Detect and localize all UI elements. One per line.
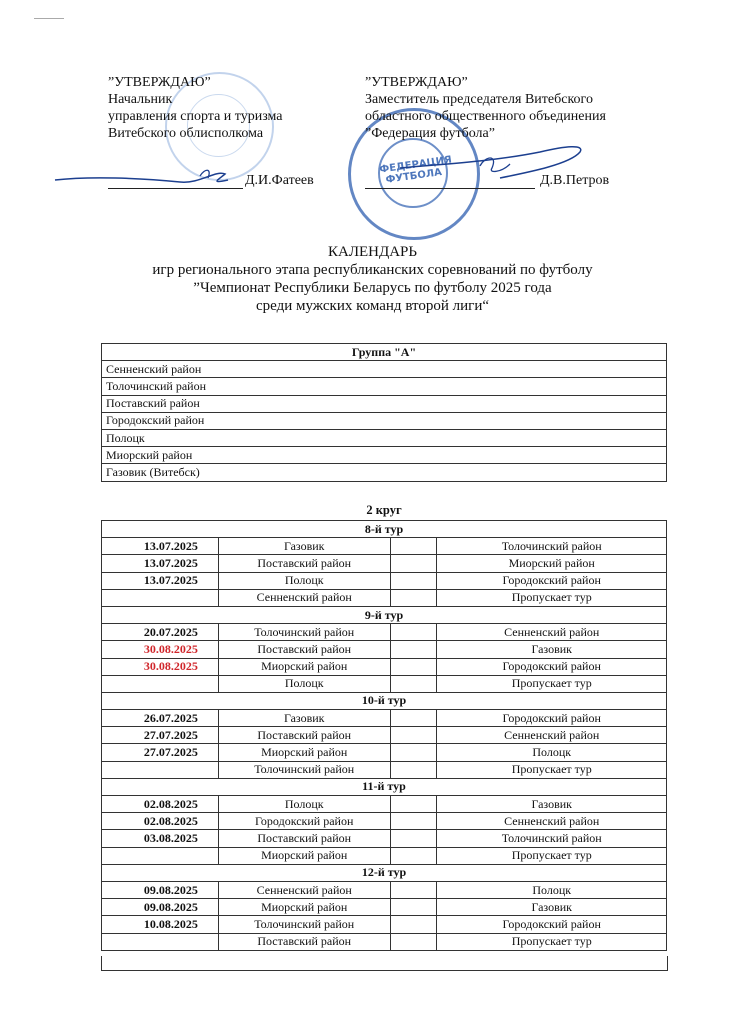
match-score [390,658,437,675]
match-score [390,796,437,813]
match-away-team: Газовик [437,641,667,658]
match-row [102,847,667,864]
tour-header-row [102,864,667,881]
match-away-team: Сенненский район [437,813,667,830]
match-score [390,761,437,778]
match-score [390,727,437,744]
group-team-row [102,429,667,446]
document-subtitle-1: игр регионального этапа республиканских соревнований по футболу [152,262,593,278]
match-date: 03.08.2025 [102,830,219,847]
match-home-team: Поставский район [218,830,390,847]
group-team-row [102,447,667,464]
match-score [390,830,437,847]
match-away-team: Городокский район [437,572,667,589]
match-away-team: Пропускает тур [437,589,667,606]
match-row [102,813,667,830]
match-home-team: Миорский район [218,744,390,761]
match-row [102,589,667,606]
match-row [102,624,667,641]
match-home-team: Полоцк [218,675,390,692]
match-row [102,710,667,727]
match-away-team: Пропускает тур [437,761,667,778]
match-home-team: Толочинский район [218,761,390,778]
tour-header: 10-й тур [102,692,667,709]
match-date: 02.08.2025 [102,813,219,830]
tour-header: 12-й тур [102,864,667,881]
match-away-team: Пропускает тур [437,847,667,864]
tour-header: 11-й тур [102,778,667,795]
right-signature [380,138,620,198]
match-score [390,538,437,555]
approval-right-line2: областного общественного объединения [365,109,606,124]
match-score [390,813,437,830]
match-date [102,933,219,950]
match-date: 27.07.2025 [102,727,219,744]
match-home-team: Миорский район [218,658,390,675]
match-row [102,744,667,761]
match-home-team: Городокский район [218,813,390,830]
tour-header-row [102,521,667,538]
document-title: КАЛЕНДАРЬ [327,244,418,260]
match-away-team: Толочинский район [437,830,667,847]
match-score [390,641,437,658]
match-home-team: Сенненский район [218,589,390,606]
match-row [102,538,667,555]
match-score [390,899,437,916]
match-date [102,675,219,692]
match-score [390,572,437,589]
match-home-team: Поставский район [218,727,390,744]
match-row [102,727,667,744]
group-team: Поставский район [102,395,667,412]
group-team: Толочинский район [102,378,667,395]
left-signer-name: Д.И.Фатеев [245,173,314,188]
match-home-team: Полоцк [218,796,390,813]
group-team-row [102,395,667,412]
tour-header: 9-й тур [102,606,667,623]
match-score [390,847,437,864]
match-date: 20.07.2025 [102,624,219,641]
match-score [390,555,437,572]
match-date: 30.08.2025 [102,658,219,675]
match-away-team: Пропускает тур [437,933,667,950]
group-table [101,343,667,482]
match-date: 13.07.2025 [102,572,219,589]
round-label: 2 круг [366,503,402,517]
table-bottom-frame [101,956,668,971]
match-row [102,830,667,847]
match-home-team: Толочинский район [218,624,390,641]
approval-right-heading: ”УТВЕРЖДАЮ” [365,75,468,90]
match-row [102,933,667,950]
document-subtitle-2: ”Чемпионат Республики Беларусь по футболу 2025 года [193,280,552,296]
group-header: Группа "А" [102,344,667,361]
match-away-team: Городокский район [437,710,667,727]
match-away-team: Газовик [437,796,667,813]
group-team-row [102,361,667,378]
match-away-team: Толочинский район [437,538,667,555]
match-date: 09.08.2025 [102,881,219,898]
match-away-team: Полоцк [437,881,667,898]
group-team-row [102,412,667,429]
match-home-team: Газовик [218,710,390,727]
match-score [390,916,437,933]
match-home-team: Поставский район [218,641,390,658]
group-team: Городокский район [102,412,667,429]
match-home-team: Миорский район [218,899,390,916]
match-date: 10.08.2025 [102,916,219,933]
match-row [102,658,667,675]
match-score [390,589,437,606]
match-date: 30.08.2025 [102,641,219,658]
match-away-team: Городокский район [437,916,667,933]
group-team-row [102,378,667,395]
match-date: 13.07.2025 [102,555,219,572]
approval-left-line2: управления спорта и туризма [108,109,283,124]
approval-left-line3: Витебского облисполкома [108,126,264,141]
match-away-team: Полоцк [437,744,667,761]
match-row [102,899,667,916]
match-score [390,710,437,727]
approval-right [365,74,606,142]
approval-left-heading: ”УТВЕРЖДАЮ” [108,75,211,90]
match-date: 26.07.2025 [102,710,219,727]
tour-header-row [102,692,667,709]
match-away-team: Газовик [437,899,667,916]
group-team: Миорский район [102,447,667,464]
group-team: Полоцк [102,429,667,446]
match-date: 27.07.2025 [102,744,219,761]
approval-left-line1: Начальник [108,92,173,107]
match-home-team: Газовик [218,538,390,555]
match-home-team: Миорский район [218,847,390,864]
match-away-team: Сенненский район [437,727,667,744]
match-row [102,881,667,898]
match-date: 09.08.2025 [102,899,219,916]
match-score [390,933,437,950]
match-row [102,572,667,589]
match-row [102,641,667,658]
group-team-row [102,464,667,481]
group-team: Сенненский район [102,361,667,378]
match-row [102,555,667,572]
match-home-team: Полоцк [218,572,390,589]
match-date [102,847,219,864]
match-away-team: Городокский район [437,658,667,675]
match-date: 02.08.2025 [102,796,219,813]
match-score [390,744,437,761]
tour-header-row [102,778,667,795]
match-score [390,881,437,898]
left-signature [50,158,240,198]
tour-header-row [102,606,667,623]
match-score [390,675,437,692]
right-signer-name: Д.В.Петров [540,173,610,188]
group-team: Газовик (Витебск) [102,464,667,481]
match-home-team: Толочинский район [218,916,390,933]
match-row [102,916,667,933]
match-row [102,675,667,692]
approval-right-line3: ”Федерация футбола” [365,126,495,141]
match-home-team: Сенненский район [218,881,390,898]
match-home-team: Поставский район [218,933,390,950]
match-date [102,589,219,606]
schedule-table [101,520,667,951]
match-date: 13.07.2025 [102,538,219,555]
match-score [390,624,437,641]
match-away-team: Миорский район [437,555,667,572]
tour-header: 8-й тур [102,521,667,538]
scan-mark [34,18,64,19]
document-subtitle-3: среди мужских команд второй лиги“ [255,298,490,314]
match-home-team: Поставский район [218,555,390,572]
match-away-team: Сенненский район [437,624,667,641]
match-away-team: Пропускает тур [437,675,667,692]
approval-left [108,74,283,142]
match-row [102,796,667,813]
approval-right-line1: Заместитель председателя Витебского [365,92,593,107]
right-stamp-text: ФЕДЕРАЦИЯ ФУТБОЛА [378,154,453,186]
match-date [102,761,219,778]
match-row [102,761,667,778]
group-header-row [102,344,667,361]
